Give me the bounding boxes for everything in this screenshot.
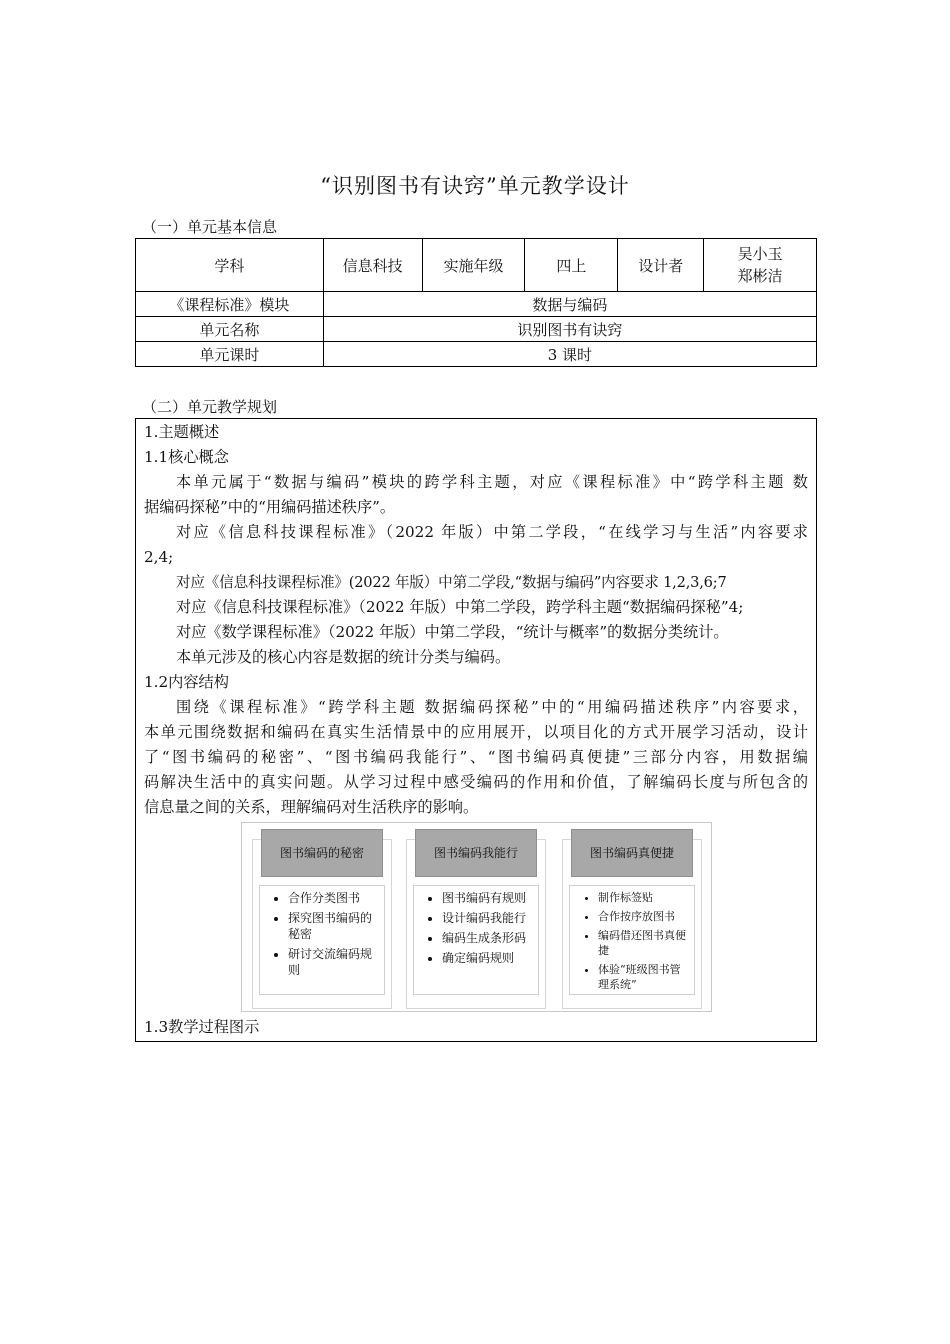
page-title: “识别图书有诀窍”单元教学设计 [320,174,630,198]
heading-core-concept: 1.1核心概念 [144,448,229,466]
list-item: • 研讨交流编码规则 [288,946,380,978]
list-item: • 探究图书编码的秘密 [288,910,380,942]
list-item: • 确定编码规则 [442,950,552,966]
designer-name: 郑彬洁 [737,267,783,285]
heading-content-structure: 1.2内容结构 [144,673,229,691]
paragraph-line: 2,4; [144,548,174,566]
table-row [136,292,817,317]
paragraph-line: 信息量之间的关系，理解编码对生活秩序的影响。 [144,798,479,816]
list-item: • 编码生成条形码 [442,930,552,946]
grade-value: 四上 [525,239,618,292]
column-items [413,885,539,995]
column-title: 图书编码我能行 [415,829,537,877]
paragraph-line: 本单元涉及的核心内容是数据的统计分类与编码。 [176,648,511,666]
basic-info-table [135,238,817,367]
paragraph-line: 本单元属于“数据与编码”模块的跨学科主题，对应《课程标准》中“跨学科主题 数 [176,473,808,491]
class-hours-value: 3 课时 [323,342,816,367]
paragraph-line: 对应《数学课程标准》（2022 年版）中第二学段，“统计与概率”的数据分类统计。 [176,623,729,641]
subject-value: 信息科技 [323,239,422,292]
paragraph-line: 围绕《课程标准》“跨学科主题 数据编码探秘”中的“用编码描述秩序”内容要求， [176,698,808,716]
column-title: 图书编码真便捷 [571,829,693,877]
subject-label: 学科 [136,239,324,292]
content-structure-diagram [241,822,712,1012]
list-item: • 体验“班级图书管理系统” [598,962,690,992]
paragraph-line: 对应《信息科技课程标准》（2022 年版）中第二学段，跨学科主题“数据编码探秘”4; [176,598,744,616]
table-row [136,317,817,342]
list-item: • 图书编码有规则 [442,890,552,906]
designer-names [704,239,817,292]
column-title: 图书编码的秘密 [261,829,383,877]
unit-name-value: 识别图书有诀窍 [323,317,816,342]
designer-name: 吴小玉 [737,245,783,263]
paragraph-line: 对应《信息科技课程标准》（2022 年版）中第二学段，“在线学习与生活”内容要求 [176,523,808,541]
list-item: • 设计编码我能行 [442,910,552,926]
column-items [259,885,385,995]
table-row [136,342,817,367]
section-heading-teaching-plan: （二）单元教学规划 [142,398,278,416]
section-heading-basic-info: （一）单元基本信息 [142,218,278,236]
designer-label: 设计者 [618,239,704,292]
diagram-column [250,823,393,1011]
class-hours-label: 单元课时 [136,342,324,367]
unit-name-label: 单元名称 [136,317,324,342]
paragraph-line: 本单元围绕数据和编码在真实生活情景中的应用展开，以项目化的方式开展学习活动，设计 [144,723,808,741]
heading-theme-overview: 1.主题概述 [144,423,220,441]
list-item: • 制作标签贴 [598,890,690,905]
module-value: 数据与编码 [323,292,816,317]
list-item: • 编码借还图书真便捷 [598,928,690,958]
diagram-column [404,823,547,1011]
paragraph-line: 码解决生活中的真实问题。从学习过程中感受编码的作用和价值，了解编码长度与所包含的 [144,773,808,791]
module-label: 《课程标准》模块 [136,292,324,317]
paragraph-line: 据编码探秘”中的“用编码描述秩序”。 [144,498,396,516]
column-items [569,885,695,995]
list-item: • 合作分类图书 [288,890,380,906]
paragraph-line: 对应《信息科技课程标准》(2022 年版）中第二学段,“数据与编码”内容要求 1,2,3,6;7 [176,574,727,591]
diagram-column [560,823,703,1011]
heading-teaching-process: 1.3教学过程图示 [144,1018,260,1036]
teaching-plan-box [135,418,817,1042]
list-item: • 合作按序放图书 [598,909,690,924]
table-row [136,239,817,292]
grade-label: 实施年级 [422,239,525,292]
paragraph-line: 了“图书编码的秘密”、“图书编码我能行”、“图书编码真便捷”三部分内容，用数据编 [144,748,808,766]
